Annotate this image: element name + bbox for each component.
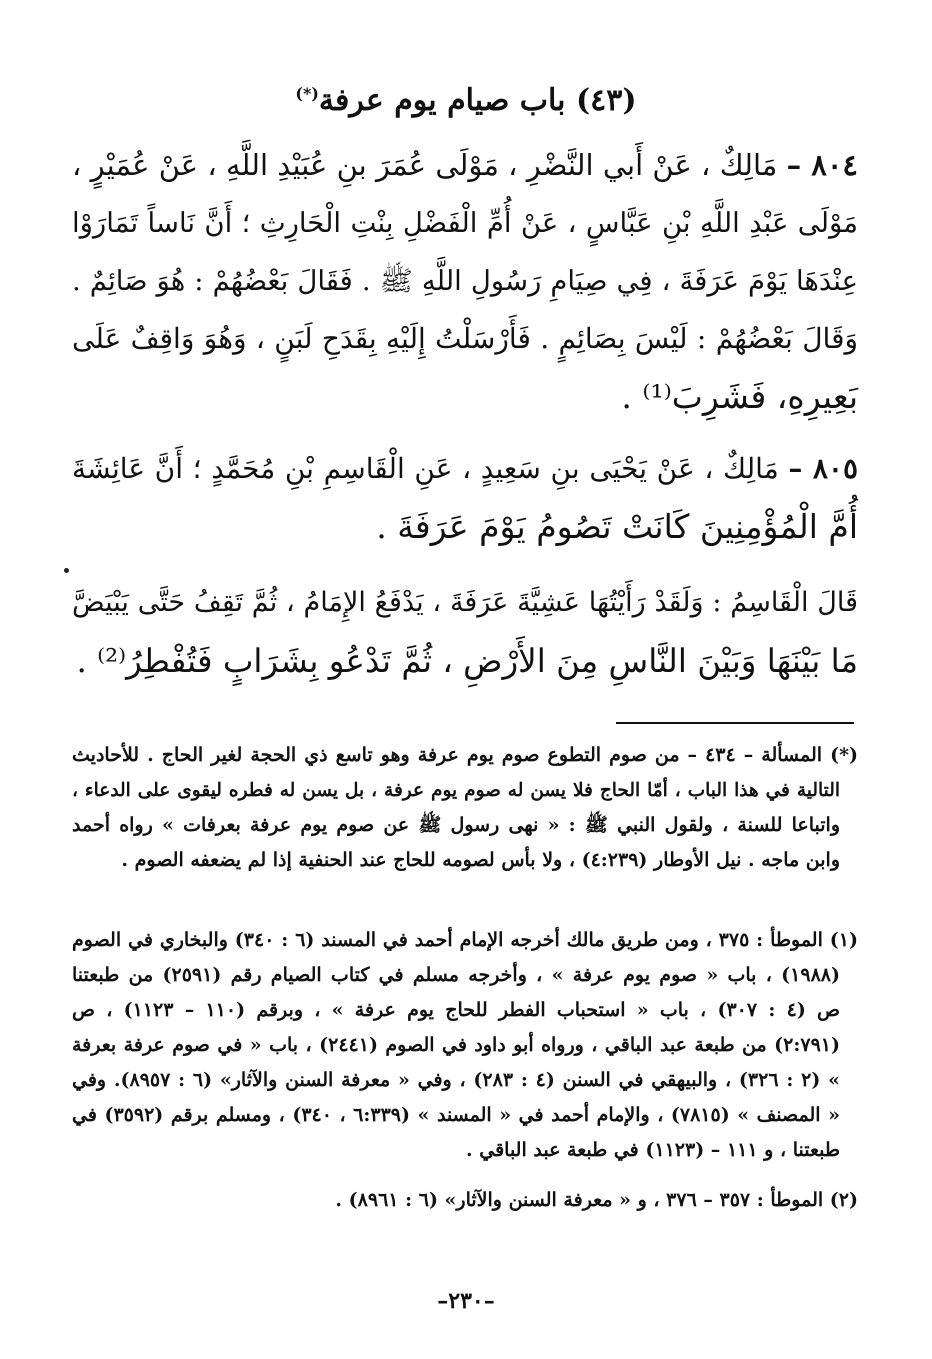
footnote-1-line-4: (٢:٧٩١) من طبعة عبد الباقي ، ورواه أبو داود في الصوم (٢٤٤١) ، باب « في صوم عرفة بعرفة <box>72 1034 840 1056</box>
chapter-title <box>0 72 932 123</box>
hadith-805-line-1 <box>72 440 858 498</box>
page-number: –٢٣٠– <box>437 1288 495 1314</box>
hadith-804-line-1 <box>72 136 858 194</box>
hadith-804-line-3: عِنْدَهَا يَوْمَ عَرَفَةَ ، فِي صِيَامِ رَسُولِ اللَّهِ ﷺ . فَقَالَ بَعْضُهُمْ : هُوَ صَائِمٌ . <box>72 265 858 297</box>
hadith-804-number: ٨٠٤ – <box>786 148 859 182</box>
footnote-star-line-1: (*) المسألة – ٤٣٤ – من صوم التطوع صوم يوم عرفة وهو تاسع ذي الحجة لغير الحاج . للأحاديث <box>72 744 858 766</box>
footnote-separator <box>616 722 854 724</box>
footnote-star-line-3: واتباعا للسنة ، ولقول النبي ﷺ : « نهى رسول ﷺ عن صوم يوم عرفة بعرفات » رواه أحمد <box>72 814 840 836</box>
footnote-1-line-7: طبعتنا ، و ١١١ – (١١٢٣) في طبعة عبد الباقي . <box>466 1139 840 1161</box>
footnote-1-line-1: (١) الموطأ : ٣٧٥ ، ومن طريق مالك أخرجه الإمام أحمد في المسند (٦ : ٣٤٠) والبخاري في الصوم <box>72 929 858 951</box>
hadith-804-line-4: وَقَالَ بَعْضُهُمْ : لَيْسَ بِصَائِمٍ . فَأَرْسَلْتُ إِلَيْهِ بِقَدَحِ لَبَنٍ ، وَهُوَ وَاقِفٌ عَلَى <box>72 322 858 355</box>
footnote-2: (٢) الموطأ : ٣٥٧ – ٣٧٦ ، و « معرفة السنن والآثار» (٦ : ٨٩٦١) . <box>335 1189 858 1211</box>
footnote-1-line-3: ص (٤ : ٣٠٧) ، باب « استحباب الفطر للحاج يوم عرفة » ، وبرقم (١١٠ – ١١٢٣) ، ص <box>72 999 841 1021</box>
hadith-804-line-5: بَعِيرِهِ، فَشَرِبَ⁽¹⁾ . <box>621 377 858 416</box>
qasim-line-2: مَا بَيْنَهَا وَبَيْنَ النَّاسِ مِنَ الأَرْضِ ، ثُمَّ تَدْعُو بِشَرَابٍ فَتُفْطِرُ⁽²⁾ . <box>76 642 858 680</box>
footnote-star-line-2: التالية في هذا الباب ، أمّا الحاج فلا يسن له صوم يوم عرفة ، بل يسن له فطره ليقوى على الدعاء ، <box>72 780 840 801</box>
footnote-1-line-6: « المصنف » (٧٨١٥) ، والإمام أحمد في « المسند » (٦:٣٣٩ ، ٣٤٠) ، ومسلم برقم (٣٥٩٢) في <box>72 1104 840 1126</box>
qasim-line-1: قَالَ الْقَاسِمُ : وَلَقَدْ رَأَيْتُهَا عَشِيَّةَ عَرَفَةَ ، يَدْفَعُ الإِمَامُ ، ثُمَّ تَقِفُ حَتَّى يَبْيَضَّ <box>72 587 858 618</box>
hadith-804-line-2: مَوْلَى عَبْدِ اللَّهِ بْنِ عَبَّاسٍ ، عَنْ أُمِّ الْفَضْلِ بِنْتِ الْحَارِثِ ؛ أَنَّ نَاساً تَمَارَوْا <box>72 207 858 239</box>
footnote-1-line-2: (١٩٨٨) ، باب « صوم يوم عرفة » ، وأخرجه مسلم في كتاب الصيام رقم (٢٥٩١) من طبعتنا <box>72 964 840 986</box>
hadith-805-text-1: مَالِكٌ ، عَنْ يَحْيَى بنِ سَعِيدٍ ، عَنِ الْقَاسِمِ بْنِ مُحَمَّدٍ ؛ أَنَّ عَائِشَةَ <box>72 452 779 485</box>
chapter-title-text: (٤٣) باب صيام يوم عرفة <box>318 83 637 118</box>
chapter-title-footnote-marker: (*) <box>295 84 319 103</box>
stray-dot <box>64 568 69 573</box>
footnote-star-line-4: وابن ماجه . نيل الأوطار (٤:٢٣٩) ، ولا بأس لصومه للحاج عند الحنفية إذا لم يضعفه الصوم . <box>121 849 840 871</box>
footnote-1-line-5: » (٢ : ٣٢٦) ، والبيهقي في السنن (٤ : ٢٨٣) ، وفي « معرفة السنن والآثار» (٦ : ٨٩٥٧). وفي <box>72 1069 840 1091</box>
hadith-804-text-1: مَالِكٌ ، عَنْ أَبي النَّضْرِ ، مَوْلَى عُمَرَ بنِ عُبَيْدِ اللَّهِ ، عَنْ عُمَيْرٍ ، <box>72 148 778 182</box>
hadith-805-line-2: أُمَّ الْمُؤْمِنِينَ كَانَتْ تَصُومُ يَوْمَ عَرَفَةَ . <box>376 507 858 546</box>
hadith-805-number: ٨٠٥ – <box>788 452 858 485</box>
